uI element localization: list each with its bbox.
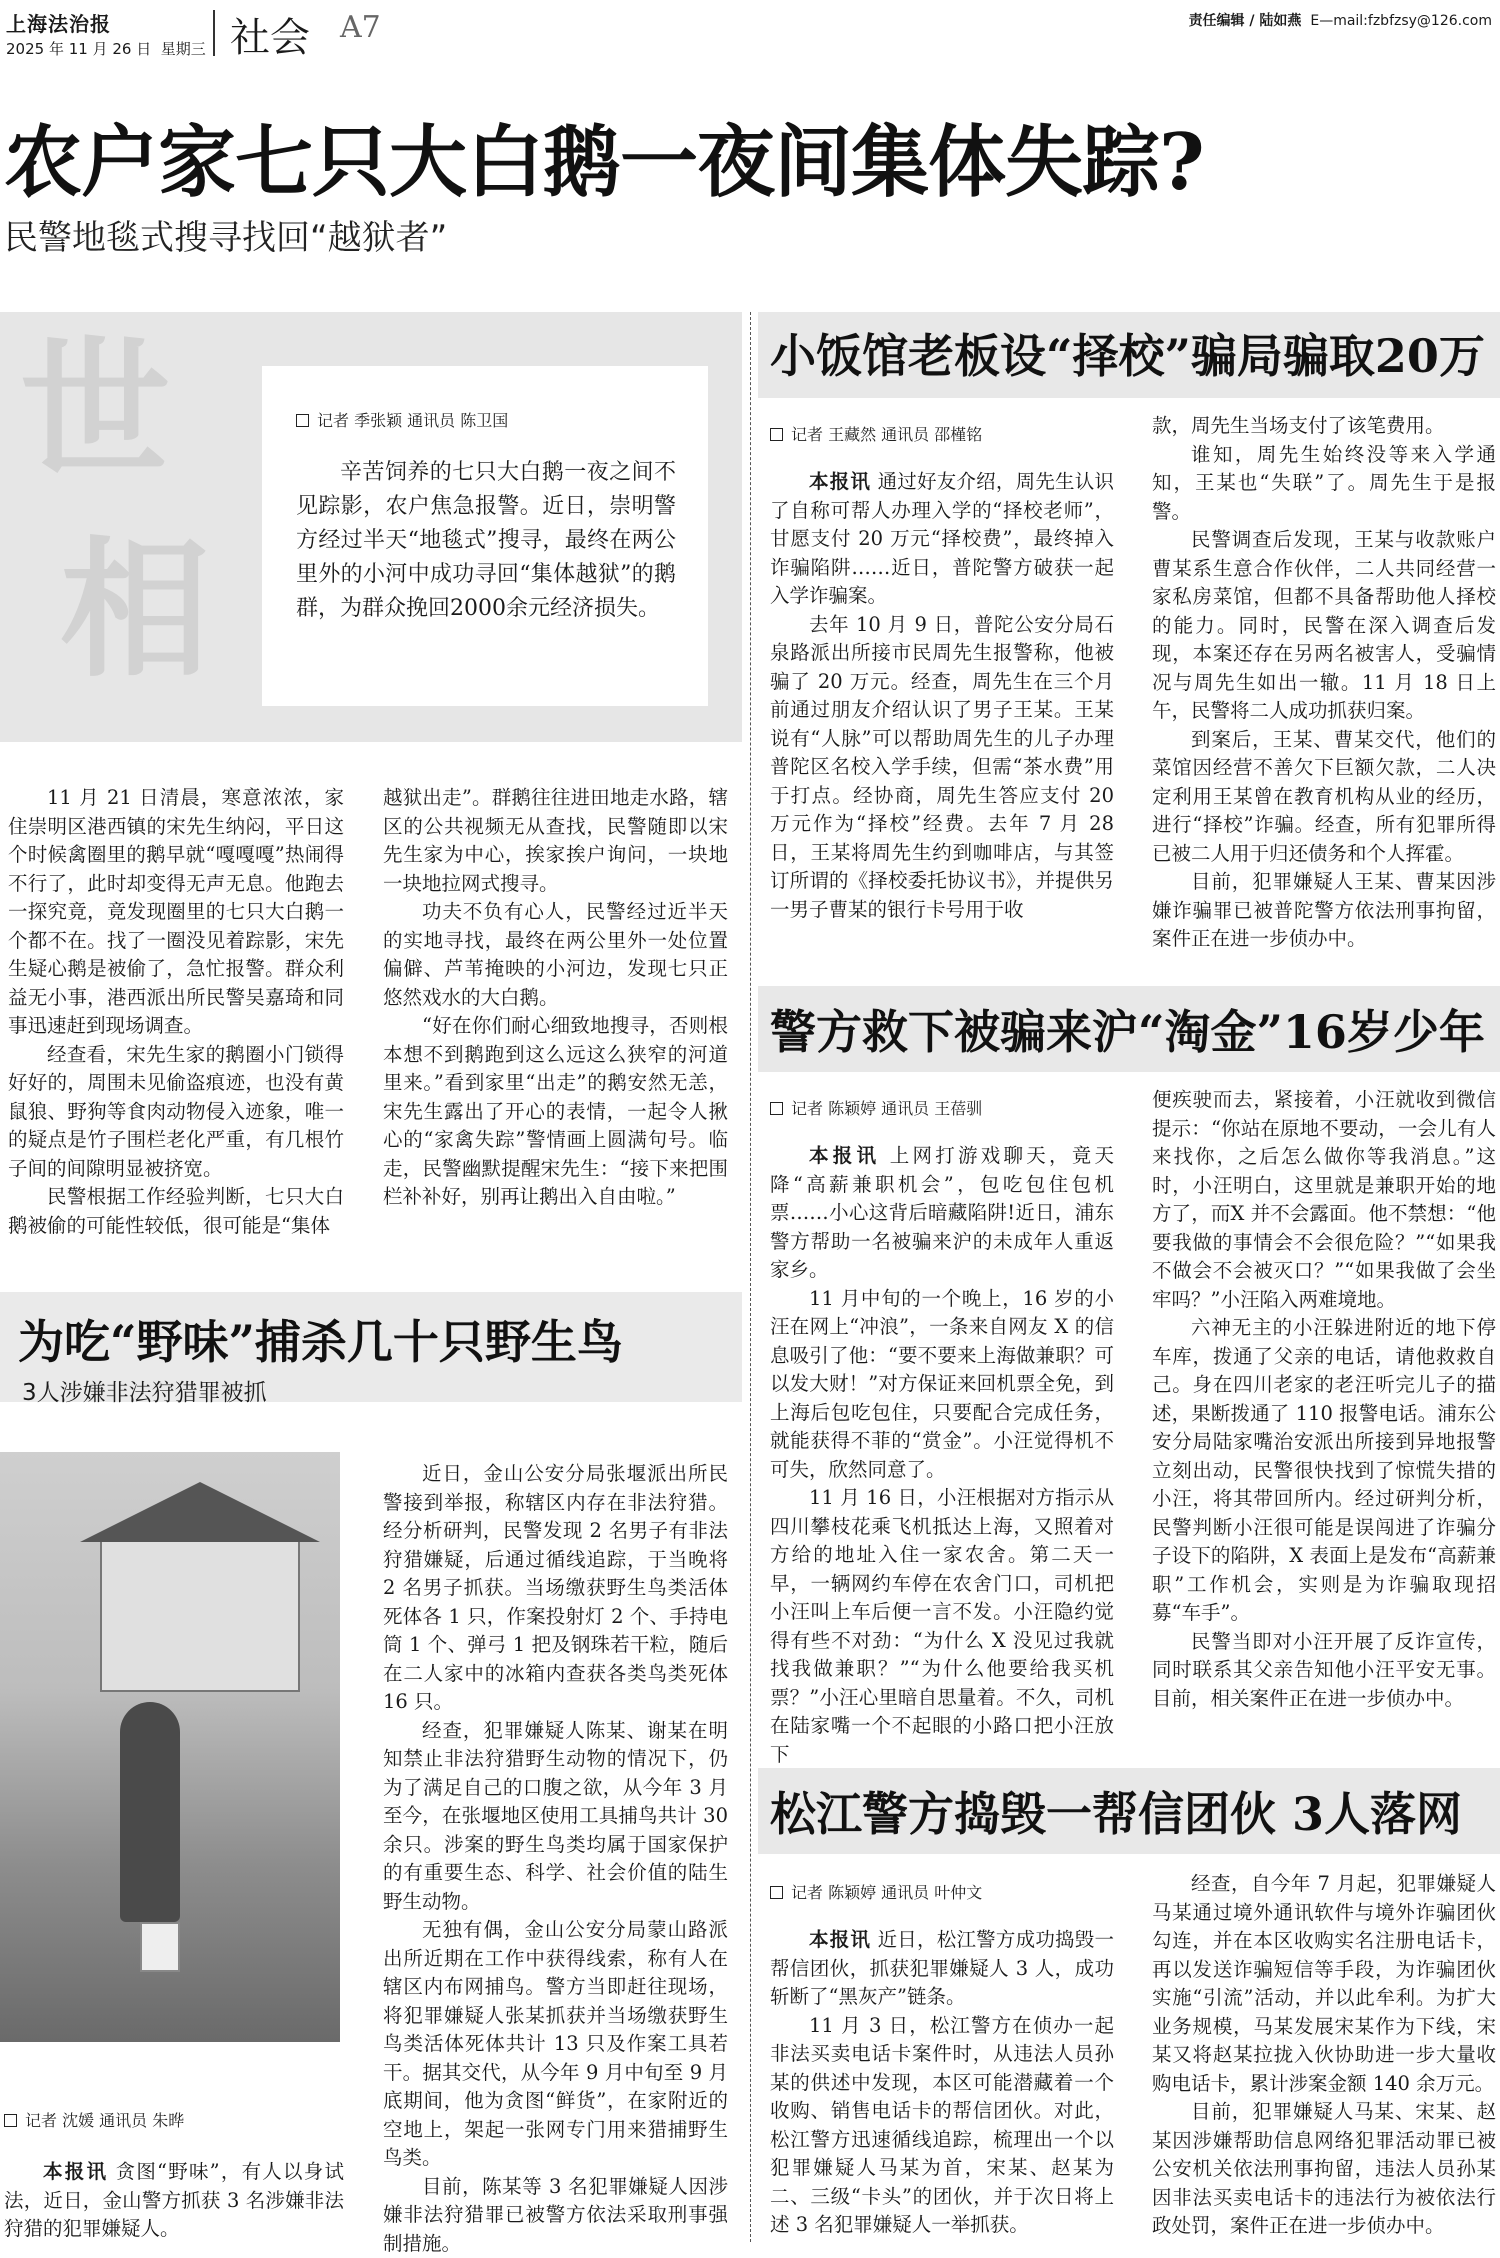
date-text: 2025 年 11 月 26 日 [6, 40, 151, 58]
paragraph: 去年 10 月 9 日，普陀公安分局石泉路派出所接市民周先生报警称，他被骗了 20 万元。经查，周先生在三个月前通过朋友介绍认识了男子王某。王某说有“人脉”可以帮助周先生的儿子办理普陀区名校入学手续，但需“茶水费”用于打点。经协商，周先生答应支付 20 万元作为“择校”经费。去年 7 月 28 日，王某将周先生约到咖啡店，与其签订所谓的《择校委托协议书》，并提供另一男子曹某的银行卡号用于收 [770, 611, 1114, 925]
column-divider [750, 312, 751, 2242]
section-name: 社会 [230, 6, 310, 63]
bird-body-col2 [383, 1460, 728, 2250]
paragraph: 经查，自今年 7 月起，犯罪嫌疑人马某通过境外通讯软件与境外诈骗团伙勾连，并在本区收购实名注册电话卡，再以发送诈骗短信等手段，为诈骗团伙实施“引流”活动，并以此牟利。为扩大业务规模，马某发展宋某作为下线，宋某又将赵某拉拢入伙协助进一步大量收购电话卡，累计涉案金额 140 余万元。 [1152, 1870, 1496, 2098]
byline-text: 记者 王藏然 通讯员 邵槿铭 [791, 425, 982, 444]
songjiang-headline: 松江警方捣毁一帮信团伙 3人落网 [770, 1778, 1462, 1844]
lead-text: 通过好友介绍，周先生认识了自称可帮人办理入学的“择校老师”，甘愿支付 20 万元“择校费”，最终掉入诈骗陷阱……近日，普陀警方破获一起入学诈骗案。 [770, 470, 1114, 607]
paragraph: 经查看，宋先生家的鹅圈小门锁得好好的，周围未见偷盗痕迹，也没有黄鼠狼、野狗等食肉动物侵入迹象，唯一的疑点是竹子围栏老化严重，有几根竹子间的间隙明显被挤宽。 [8, 1041, 344, 1184]
column-glyph-bottom: 相 [60, 530, 210, 690]
paragraph: 11 月 16 日，小汪根据对方指示从四川攀枝花乘飞机抵达上海，又照着对方给的地址入住一家农舍。第二天一早，一辆网约车停在农舍门口，司机把小汪叫上车后便一言不发。小汪隐约觉得有些不对劲：“为什么 X 没见过我就找我做兼职？”“为什么他要给我买机票？”小汪心里暗自思量着。不久，司机在陆家嘴一个不起眼的小路口把小汪放下 [770, 1484, 1114, 1769]
lead-text: 近日，松江警方成功捣毁一帮信团伙，抓获犯罪嫌疑人 3 人，成功斩断了“黑灰产”链条。 [770, 1928, 1114, 2008]
bird-photo [0, 1452, 340, 2042]
lead-text: 上网打游戏聊天，竟天降“高薪兼职机会”，包吃包住包机票……小心这背后暗藏陷阱!近日，浦东警方帮助一名被骗来沪的未成年人重返家乡。 [770, 1144, 1114, 1281]
lead-tag: 本报讯 [809, 1928, 871, 1951]
editor-credit [1189, 10, 1492, 30]
paragraph: 谁知，周先生始终没等来入学通知，王某也“失联”了。周先生于是报警。 [1152, 441, 1496, 527]
paragraph: 11 月 21 日清晨，寒意浓浓，家住崇明区港西镇的宋先生纳闷，平日这个时候禽圈里的鹅早就“嘎嘎嘎”热闹得不行了，此时却变得无声无息。他跑去一探究竟，竟发现圈里的七只大白鹅一个都不在。找了一圈没见着踪影，宋先生疑心鹅是被偷了，急忙报警。群众利益无小事，港西派出所民警吴嘉琦和同事迅速赶到现场调查。 [8, 784, 344, 1041]
masthead [0, 0, 1500, 70]
page-number: A7 [340, 10, 381, 45]
bird-byline [4, 2108, 184, 2131]
byline-square-icon [770, 1102, 783, 1115]
main-body-col2 [383, 784, 728, 1240]
paragraph: 民警根据工作经验判断，七只大白鹅被偷的可能性较低，很可能是“集体 [8, 1183, 344, 1240]
byline-text: 记者 季张颖 通讯员 陈卫国 [317, 411, 508, 430]
taojin-byline [770, 1096, 982, 1119]
songjiang-body-col2 [1152, 1870, 1496, 2248]
bird-subhead: 3人涉嫌非法狩猎罪被抓 [22, 1374, 267, 1407]
songjiang-body-col1 [770, 1926, 1114, 2248]
fan-byline [770, 422, 982, 445]
paragraph: 目前，犯罪嫌疑人马某、宋某、赵某因涉嫌帮助信息网络犯罪活动罪已被公安机关依法刑事拘留，违法人员孙某因非法买卖电话卡的违法行为被依法行政处罚，案件正在进一步侦办中。 [1152, 2098, 1496, 2241]
main-headline: 农户家七只大白鹅一夜间集体失踪? [4, 100, 1204, 212]
bird-lead [4, 2158, 344, 2248]
paragraph: 民警调查后发现，王某与收款账户曹某系生意合作伙伴，二人共同经营一家私房菜馆，但都不具备帮助他人择校的能力。同时，民警在深入调查后发现，本案还存在另两名被害人，受骗情况与周先生如出一辙。11 月 18 日上午，民警将二人成功抓获归案。 [1152, 526, 1496, 726]
paragraph: 无独有偶，金山公安分局蒙山路派出所近期在工作中获得线索，称有人在辖区内布网捕鸟。警方当即赶往现场，将犯罪嫌疑人张某抓获并当场缴获野生鸟类活体死体共计 13 只及作案工具若干。据其交代，从今年 9 月中旬至 9 月底期间，他为贪图“鲜货”，在家附近的空地上，架起一张网专门用来猎捕野生鸟类。 [383, 1916, 728, 2173]
paragraph: 11 月中旬的一个晚上，16 岁的小汪在网上“冲浪”，一条来自网友 X 的信息吸引了他：“要不要来上海做兼职？可以发大财！”对方保证来回机票全免，到上海后包吃包住，只要配合完成任务，就能获得不菲的“赏金”。小汪觉得机不可失，欣然同意了。 [770, 1285, 1114, 1485]
byline-square-icon [296, 414, 309, 427]
lead-tag: 本报讯 [809, 470, 871, 493]
taojin-headline: 警方救下被骗来沪“淘金”16岁少年 [770, 996, 1485, 1062]
column-glyph-top: 世 [20, 330, 170, 490]
paragraph: 近日，金山公安分局张堰派出所民警接到举报，称辖区内存在非法狩猎。经分析研判，民警发现 2 名男子有非法狩猎嫌疑，后通过循线追踪，于当晚将 2 名男子抓获。当场缴获野生鸟类活体死体各 1 只，作案投射灯 2 个、手持电筒 1 个、弹弓 1 把及钢珠若干粒，随后在二人家中的冰箱内查获各类鸟类死体 16 只。 [383, 1460, 728, 1717]
main-lead: 辛苦饲养的七只大白鹅一夜之间不见踪影，农户焦急报警。近日，崇明警方经过半天“地毯式”搜寻，最终在两公里外的小河中成功寻回“集体越狱”的鹅群，为群众挽回2000余元经济损失。 [296, 456, 676, 626]
bird-headline: 为吃“野味”捕杀几十只野生鸟 [18, 1306, 623, 1372]
paragraph: 越狱出走”。群鹅往往进田地走水路，辖区的公共视频无从查找，民警随即以宋先生家为中心，挨家挨户询问，一块地一块地拉网式搜寻。 [383, 784, 728, 898]
paragraph: 六神无主的小汪躲进附近的地下停车库，拨通了父亲的电话，请他救救自己。身在四川老家的老汪听完儿子的描述，果断拨通了 110 报警电话。浦东公安分局陆家嘴治安派出所接到异地报警立刻出动，民警很快找到了惊慌失措的小汪，将其带回所内。经过研判分析，民警判断小汪很可能是误闯进了诈骗分子设下的陷阱，X 表面上是发布“高薪兼职”工作机会，实则是为诈骗取现招募“车手”。 [1152, 1314, 1496, 1628]
main-subhead: 民警地毯式搜寻找回“越狱者” [4, 210, 447, 259]
paragraph: 目前，犯罪嫌疑人王某、曹某因涉嫌诈骗罪已被普陀警方依法刑事拘留，案件正在进一步侦办中。 [1152, 868, 1496, 954]
fan-body-col1 [770, 468, 1114, 926]
paragraph: 民警当即对小汪开展了反诈宣传，同时联系其父亲告知他小汪平安无事。目前，相关案件正在进一步侦办中。 [1152, 1628, 1496, 1714]
main-body-col1 [8, 784, 344, 1240]
songjiang-byline [770, 1880, 982, 1903]
newspaper-logo: 上海法治报 [6, 8, 111, 37]
byline-square-icon [770, 1886, 783, 1899]
lead-tag: 本报讯 [809, 1144, 880, 1167]
editor-text: 责任编辑 / 陆如燕 [1189, 13, 1302, 29]
lead-tag: 本报讯 [43, 2160, 108, 2183]
weekday-text: 星期三 [161, 40, 206, 58]
house-roof [80, 1482, 320, 1542]
fan-body-col2 [1152, 412, 1496, 926]
paragraph: 便疾驶而去，紧接着，小汪就收到微信提示：“你站在原地不要动，一会儿有人来找你，之后怎么做你等我消息。”这时，小汪明白，这里就是兼职开始的地方了，而X 并不会露面。他不禁想：“他要我做的事情会不会很危险？”“如果我不做会不会被灭口？”“如果我做了会坐牢吗？”小汪陷入两难境地。 [1152, 1086, 1496, 1314]
person-figure [120, 1702, 180, 1922]
taojin-body-col1 [770, 1142, 1114, 1714]
paragraph: 款，周先生当场支付了该笔费用。 [1152, 412, 1496, 441]
paragraph: 到案后，王某、曹某交代，他们的菜馆因经营不善欠下巨额欠款，二人决定利用王某曾在教育机构从业的经历，进行“择校”诈骗。经查，所有犯罪所得已被二人用于归还债务和个人挥霍。 [1152, 726, 1496, 869]
taojin-body-col2 [1152, 1086, 1496, 1714]
editor-email: E—mail:fzbfzsy@126.com [1310, 13, 1492, 29]
issue-date [6, 38, 206, 59]
byline-square-icon [770, 428, 783, 441]
byline-text: 记者 沈媛 通讯员 朱晔 [25, 2111, 184, 2130]
bucket-shape [140, 1922, 180, 1972]
byline-text: 记者 陈颖婷 通讯员 叶仲文 [791, 1883, 982, 1902]
fan-headline: 小饭馆老板设“择校”骗局骗取20万 [770, 320, 1485, 386]
paragraph: 11 月 3 日，松江警方在侦办一起非法买卖电话卡案件时，从违法人员孙某的供述中发现，本区可能潜藏着一个收购、销售电话卡的帮信团伙。对此，松江警方迅速循线追踪，梳理出一个以犯罪嫌疑人马某为首，宋某、赵某为二、三级“卡头”的团伙，并于次日将上述 3 名犯罪嫌疑人一举抓获。 [770, 2012, 1114, 2240]
lead-text: 贪图“野味”，有人以身试法，近日，金山警方抓获 3 名涉嫌非法狩猎的犯罪嫌疑人。 [4, 2160, 344, 2240]
byline-square-icon [4, 2114, 17, 2127]
paragraph: 目前，陈某等 3 名犯罪嫌疑人因涉嫌非法狩猎罪已被警方依法采取刑事强制措施。 [383, 2173, 728, 2258]
byline-text: 记者 陈颖婷 通讯员 王蓓驯 [791, 1099, 982, 1118]
house-shape [100, 1532, 300, 1692]
paragraph: 经查，犯罪嫌疑人陈某、谢某在明知禁止非法狩猎野生动物的情况下，仍为了满足自己的口腹之欲，从今年 3 月至今，在张堰地区使用工具捕鸟共计 30 余只。涉案的野生鸟类均属于国家保护的有重要生态、科学、社会价值的陆生野生动物。 [383, 1717, 728, 1917]
paragraph: “好在你们耐心细致地搜寻，否则根本想不到鹅跑到这么远这么狭窄的河道里来。”看到家里“出走”的鹅安然无恙，宋先生露出了开心的表情，一起令人揪心的“家禽失踪”警情画上圆满句号。临走，民警幽默提醒宋先生：“接下来把围栏补补好，别再让鹅出入自由啦。” [383, 1012, 728, 1212]
masthead-divider [213, 10, 215, 56]
main-byline [296, 408, 508, 431]
paragraph: 功夫不负有心人，民警经过近半天的实地寻找，最终在两公里外一处位置偏僻、芦苇掩映的小河边，发现七只正悠然戏水的大白鹅。 [383, 898, 728, 1012]
